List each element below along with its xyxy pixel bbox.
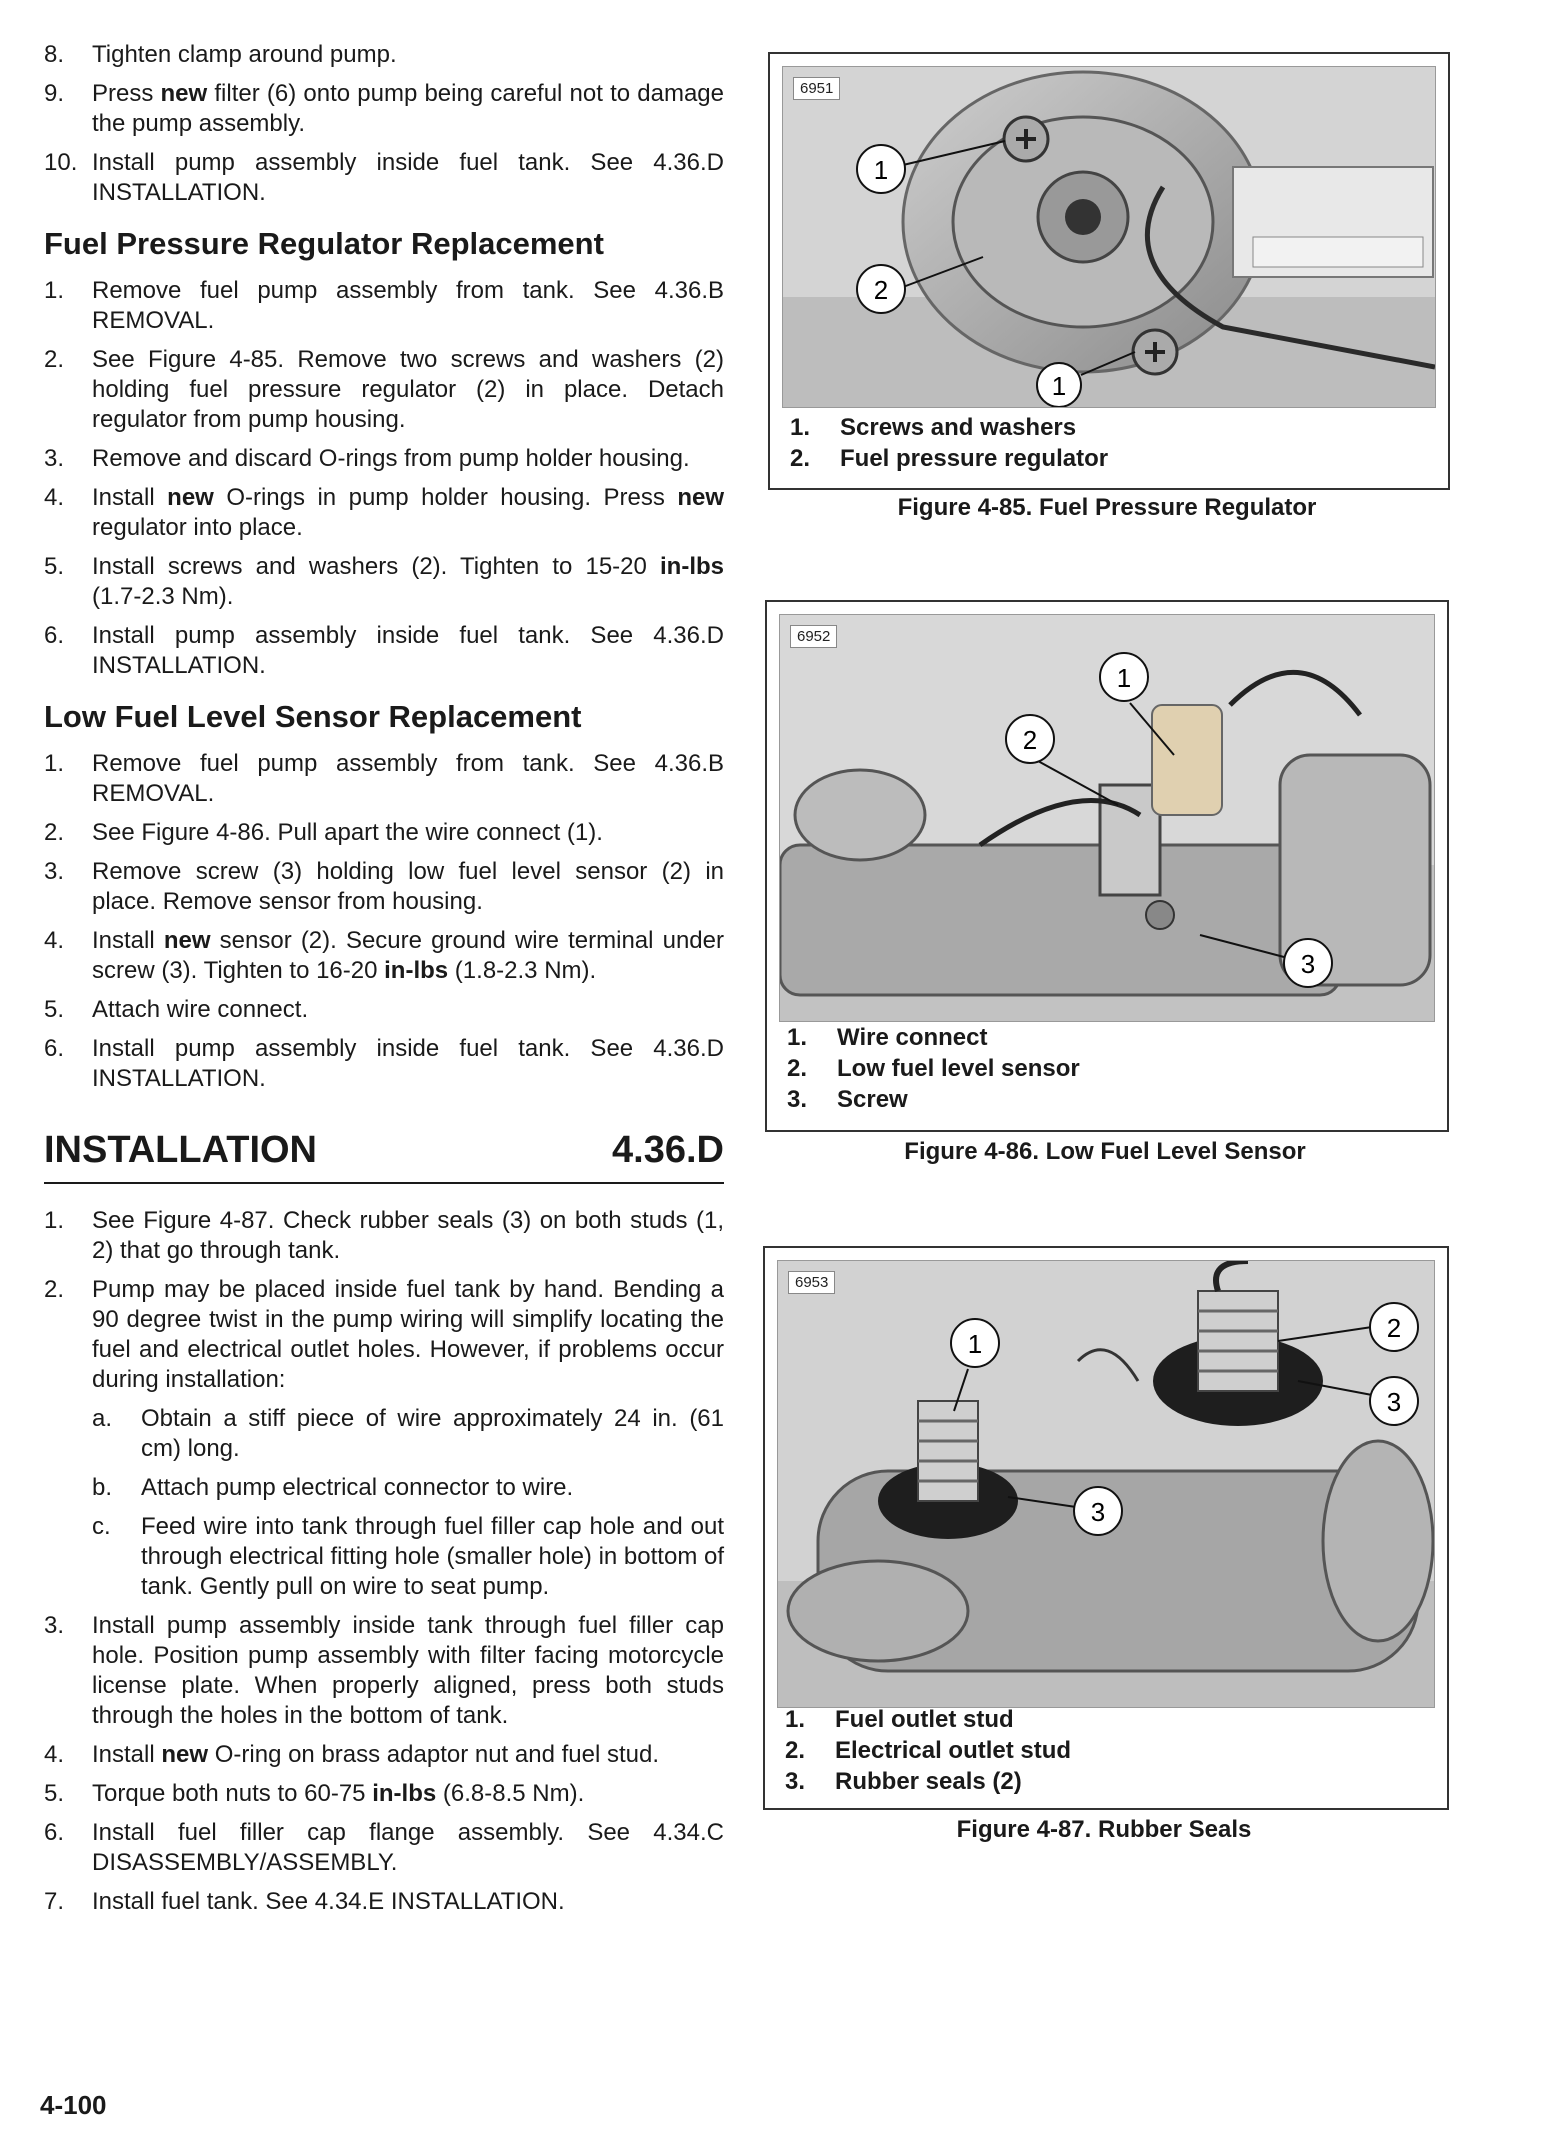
step-number: 4. xyxy=(44,484,65,511)
step-number: 3. xyxy=(44,858,65,885)
regulator-step xyxy=(44,552,724,612)
regulator-step xyxy=(44,483,724,543)
legend-text: Screws and washers xyxy=(840,414,1077,441)
figure-4-86 xyxy=(765,600,1449,1132)
step-number: 2. xyxy=(44,819,65,846)
fuel-pressure-regulator-photo xyxy=(782,66,1436,408)
step-text: Install fuel tank. See 4.34.E INSTALLATION. xyxy=(92,1888,565,1915)
figure-4-87-caption: Figure 4-87. Rubber Seals xyxy=(956,1816,1252,1843)
step-number: 1. xyxy=(44,750,65,777)
callout-3 xyxy=(1284,939,1332,987)
step-text: See Figure 4-85. Remove two screws and washers (2) holding fuel pressure regulator (2) in place. Detach regulator from pump housing. xyxy=(92,346,724,433)
legend-number: 1. xyxy=(790,414,811,441)
step-text: Attach pump electrical connector to wire. xyxy=(141,1474,574,1501)
step-number: 5. xyxy=(44,553,65,580)
regulator-step xyxy=(44,276,724,336)
installation-step xyxy=(44,1473,724,1503)
svg-text:2: 2 xyxy=(1386,1313,1402,1343)
figure-id-label: 6951 xyxy=(793,77,840,100)
legend-text: Rubber seals (2) xyxy=(835,1768,1022,1795)
page-number: 4-100 xyxy=(40,2090,107,2120)
svg-text:3: 3 xyxy=(1386,1387,1402,1417)
installation-step xyxy=(44,1404,724,1464)
step-text: Feed wire into tank through fuel filler cap hole and out through electrical fitting hole (smaller hole) in bottom of tank. Gently pull on wire to seat pump. xyxy=(141,1513,724,1600)
installation-steps-list xyxy=(44,1206,724,1917)
step-text: Press new filter (6) onto pump being careful not to damage the pump assembly. xyxy=(92,80,724,137)
svg-text:2: 2 xyxy=(1022,725,1038,755)
installation-step xyxy=(44,1779,724,1809)
figure-4-87-legend xyxy=(785,1704,1071,1797)
step-text: Install pump assembly inside fuel tank. See 4.36.D INSTALLATION. xyxy=(92,1035,724,1092)
legend-text: Wire connect xyxy=(837,1024,988,1051)
step-number: 6. xyxy=(44,1819,65,1846)
legend-item xyxy=(785,1704,1071,1735)
step-number: 1. xyxy=(44,1207,65,1234)
callout-2 xyxy=(1370,1303,1418,1351)
step-number: 3. xyxy=(44,1612,65,1639)
legend-number: 2. xyxy=(787,1055,808,1082)
step-text: Tighten clamp around pump. xyxy=(92,41,397,68)
step-number: 10. xyxy=(44,149,78,176)
legend-text: Fuel pressure regulator xyxy=(840,445,1109,472)
figure-4-85 xyxy=(768,52,1450,490)
step-number: 5. xyxy=(44,1780,65,1807)
step-number: a. xyxy=(92,1405,113,1432)
installation-step xyxy=(44,1275,724,1395)
top-steps-list xyxy=(44,40,724,208)
sensor-step xyxy=(44,995,724,1025)
installation-heading xyxy=(44,1128,724,1184)
legend-text: Electrical outlet stud xyxy=(835,1737,1072,1764)
regulator-step xyxy=(44,444,724,474)
legend-number: 1. xyxy=(785,1706,806,1733)
step-text: Install pump assembly inside fuel tank. See 4.36.D INSTALLATION. xyxy=(92,149,724,206)
installation-step xyxy=(44,1887,724,1917)
step-number: b. xyxy=(92,1474,113,1501)
step-text: Install pump assembly inside tank through fuel filler cap hole. Position pump assembly with filter facing motorcycle license plate. When properly aligned, press both studs through the holes in the bottom of tank. xyxy=(92,1612,724,1729)
sensor-step xyxy=(44,857,724,917)
sensor-step xyxy=(44,1034,724,1094)
installation-step xyxy=(44,1206,724,1266)
legend-item xyxy=(787,1022,1080,1053)
legend-number: 2. xyxy=(790,445,811,472)
installation-step xyxy=(44,1818,724,1878)
legend-text: Low fuel level sensor xyxy=(837,1055,1080,1082)
legend-item xyxy=(787,1084,1080,1115)
callout-3-center xyxy=(1074,1487,1122,1535)
low-fuel-level-sensor-photo xyxy=(779,614,1435,1022)
step-text: Install new sensor (2). Secure ground wire terminal under screw (3). Tighten to 16-20 in-lbs (1.8-2.3 Nm). xyxy=(92,927,724,984)
rubber-seals-photo xyxy=(777,1260,1435,1708)
left-column xyxy=(44,40,724,1926)
legend-item xyxy=(785,1735,1071,1766)
regulator-step xyxy=(44,345,724,435)
regulator-section-title: Fuel Pressure Regulator Replacement xyxy=(44,226,604,261)
step-text: Install pump assembly inside fuel tank. See 4.36.D INSTALLATION. xyxy=(92,622,724,679)
step-text: Obtain a stiff piece of wire approximately 24 in. (61 cm) long. xyxy=(141,1405,724,1462)
step-number: 8. xyxy=(44,41,65,68)
step-number: 4. xyxy=(44,927,65,954)
step-number: c. xyxy=(92,1513,111,1540)
step-number: 3. xyxy=(44,445,65,472)
figure-4-85-caption: Figure 4-85. Fuel Pressure Regulator xyxy=(897,494,1317,521)
step-number: 1. xyxy=(44,277,65,304)
svg-text:1: 1 xyxy=(1051,371,1067,401)
step-number: 9. xyxy=(44,80,65,107)
legend-item xyxy=(790,443,1108,474)
figure-4-85-legend xyxy=(790,412,1108,474)
figure-id-label: 6952 xyxy=(790,625,837,648)
step-number: 5. xyxy=(44,996,65,1023)
step-text: Remove fuel pump assembly from tank. See 4.36.B REMOVAL. xyxy=(92,277,724,334)
installation-step xyxy=(44,1512,724,1602)
regulator-step xyxy=(44,621,724,681)
step-text: Install new O-ring on brass adaptor nut and fuel stud. xyxy=(92,1741,659,1768)
sensor-step xyxy=(44,818,724,848)
pump-step xyxy=(44,148,724,208)
svg-text:1: 1 xyxy=(967,1329,983,1359)
legend-item xyxy=(790,412,1108,443)
legend-number: 1. xyxy=(787,1024,808,1051)
sensor-step xyxy=(44,749,724,809)
sensor-section-title: Low Fuel Level Sensor Replacement xyxy=(44,699,582,734)
legend-number: 3. xyxy=(785,1768,806,1795)
sensor-steps-list xyxy=(44,749,724,1094)
figure-4-86-legend xyxy=(787,1022,1080,1115)
step-number: 2. xyxy=(44,1276,65,1303)
legend-text: Screw xyxy=(837,1086,908,1113)
regulator-steps-list xyxy=(44,276,724,681)
installation-step xyxy=(44,1611,724,1731)
svg-text:1: 1 xyxy=(873,155,889,185)
installation-section-number: 4.36.D xyxy=(612,1129,724,1171)
callout-1 xyxy=(951,1319,999,1367)
legend-item xyxy=(785,1766,1071,1797)
callout-1 xyxy=(1100,653,1148,701)
svg-text:3: 3 xyxy=(1090,1497,1106,1527)
step-text: Install new O-rings in pump holder housing. Press new regulator into place. xyxy=(92,484,724,541)
step-text: Remove fuel pump assembly from tank. See 4.36.B REMOVAL. xyxy=(92,750,724,807)
step-text: Torque both nuts to 60-75 in-lbs (6.8-8.5 Nm). xyxy=(92,1780,585,1807)
step-text: See Figure 4-86. Pull apart the wire connect (1). xyxy=(92,819,603,846)
callout-1-top xyxy=(857,145,905,193)
figure-4-87 xyxy=(763,1246,1449,1810)
step-text: Install fuel filler cap flange assembly. See 4.34.C DISASSEMBLY/ASSEMBLY. xyxy=(92,1819,724,1876)
step-text: Pump may be placed inside fuel tank by hand. Bending a 90 degree twist in the pump wiring will simplify locating the fuel and electrical outlet holes. However, if problems occur during installation: xyxy=(92,1276,724,1393)
pump-step xyxy=(44,79,724,139)
legend-text: Fuel outlet stud xyxy=(835,1706,1014,1733)
callout-2 xyxy=(1006,715,1054,763)
step-number: 2. xyxy=(44,346,65,373)
sensor-step xyxy=(44,926,724,986)
callout-1-bottom xyxy=(1037,363,1081,407)
svg-text:1: 1 xyxy=(1116,663,1132,693)
step-number: 6. xyxy=(44,622,65,649)
callout-2 xyxy=(857,265,905,313)
step-text: Remove and discard O-rings from pump holder housing. xyxy=(92,445,690,472)
step-text: Attach wire connect. xyxy=(92,996,309,1023)
svg-text:3: 3 xyxy=(1300,949,1316,979)
step-number: 6. xyxy=(44,1035,65,1062)
step-text: Remove screw (3) holding low fuel level sensor (2) in place. Remove sensor from housing. xyxy=(92,858,724,915)
installation-step xyxy=(44,1740,724,1770)
legend-number: 2. xyxy=(785,1737,806,1764)
installation-title: INSTALLATION xyxy=(44,1129,317,1171)
figure-4-86-caption: Figure 4-86. Low Fuel Level Sensor xyxy=(904,1138,1306,1165)
pump-step xyxy=(44,40,724,70)
legend-number: 3. xyxy=(787,1086,808,1113)
svg-text:2: 2 xyxy=(873,275,889,305)
step-number: 4. xyxy=(44,1741,65,1768)
figure-id-label: 6953 xyxy=(788,1271,835,1294)
step-number: 7. xyxy=(44,1888,65,1915)
step-text: Install screws and washers (2). Tighten to 15-20 in-lbs (1.7-2.3 Nm). xyxy=(92,553,724,610)
legend-item xyxy=(787,1053,1080,1084)
step-text: See Figure 4-87. Check rubber seals (3) on both studs (1, 2) that go through tank. xyxy=(92,1207,724,1264)
callout-3-right xyxy=(1370,1377,1418,1425)
